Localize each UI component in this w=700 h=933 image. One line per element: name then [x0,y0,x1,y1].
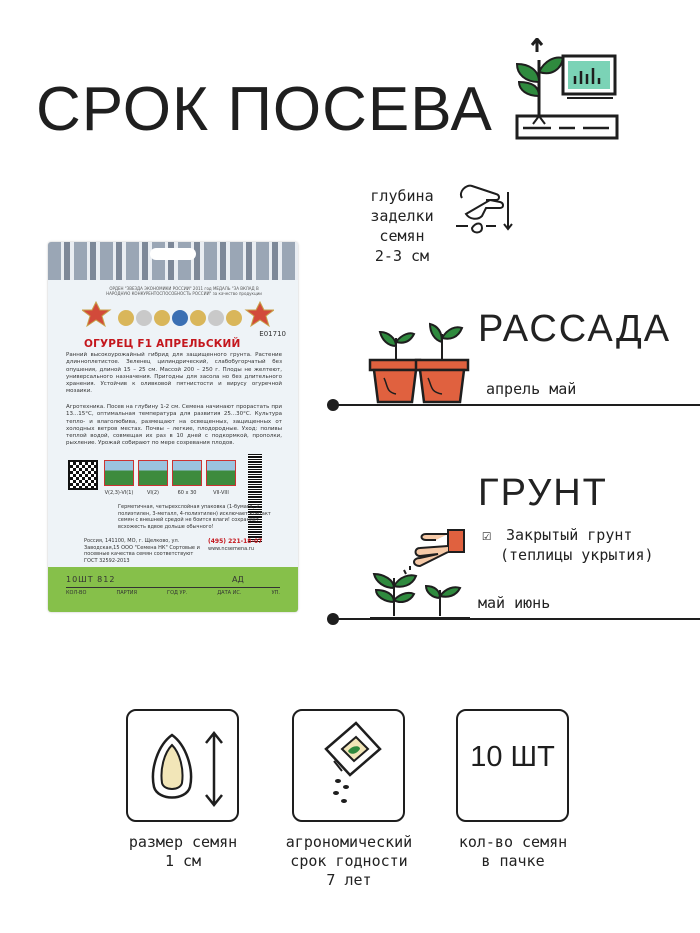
medals-icon [82,300,274,330]
stage-image-3 [172,460,202,486]
seed-size-box [126,709,239,822]
packet-award-text: ОРДЕН "ЗВЕЗДА ЭКОНОМИКИ РОССИИ" 2011 год МЕДАЛЬ "ЗА ВКЛАД В НАРОДНУЮ КОНКУРЕНТОСПОСОБНОСТЬ РОССИИ" за качество продукции [106,286,262,296]
shelf-life-box [292,709,405,822]
packet-column-header: ГОД УР. [167,590,188,596]
packet-column-headers [66,590,280,596]
packet-phone: (495) 221-18-07 [208,538,263,545]
packet-site: www.ncsemena.ru [208,546,254,552]
packet-qty-row: 10ШТ 812 [66,575,116,584]
packet-packaging-text: Герметичная, четырехслойная упаковка (1-бумага, 2-полиэтилен, 3-металл, 4-полиэтилен) исключает контакт семян с внешней средой не боится влаги! сохраняет всхожесть вдвое дольше обычного! [118,504,271,530]
seedling-pots-icon [366,318,476,404]
stage-label: VII-VIII [213,490,229,496]
qr-code-icon [68,460,98,490]
stage-image-2 [138,460,168,486]
packet-product-name: ОГУРЕЦ F1 АПРЕЛЬСКИЙ [84,338,241,350]
rassada-timeline-line [333,404,700,406]
rassada-title: РАССАДА [478,308,672,350]
seed-packet-image [48,242,298,612]
seed-size-icon [128,711,241,824]
rassada-timeline-dot [327,399,339,411]
stage-label: V(2,3)-VI(1) [104,490,134,496]
seed-depth-label: глубина заделки семян 2-3 см [370,187,434,265]
grunt-months: май июнь [478,594,551,612]
packet-code: E01710 [259,330,286,338]
stage-label: VI(2) [147,490,159,496]
seed-count-box [456,709,569,822]
packet-column-header: УП. [271,590,280,596]
rassada-months: апрель май [486,380,577,398]
packet-description: Ранний высокоурожайный гибрид для защищенного грунта. Растение длинноплетистое. Зеленец цилиндрический, слабобугорчатый без опушения, длиной 15 – 25 см. Массой 200 – 250 г. Плоды не желтеют, универсального назначения. Пригодны для засола но без длительного хранения. Устойчив к оливковой пятнистости и вирусу огуречной мозаики. [66,352,282,395]
stage-image-1 [104,460,134,486]
stage-label: 60 x 30 [177,490,197,496]
grunt-check-icon: ☑ [482,526,492,544]
seed-size-caption: размер семян 1 см [128,833,238,870]
shelf-life-caption: агрономический срок годности 7 лет [285,833,413,889]
plant-growth-chart-icon [515,38,627,146]
page-title: СРОК ПОСЕВА [36,75,493,144]
packet-divider [66,587,280,588]
packet-qty-row-right: АД [232,575,244,584]
hand-sowing-depth-icon [452,180,514,244]
grunt-title: ГРУНТ [478,472,608,514]
packet-agrotechnics: Агротехника. Посев на глубину 1-2 см. Семена начинают прорастать при 13...15°С, оптимальная температура для развития 25...30°С. Культура тепло- и влаголюбива, размещают на освещенных, защищенных от холодных ветров местах. Почвы – легкие, плодородные. Уход: поливы теплой водой, совмещая их раз в 10 дней с подкормкой, прополки, рыхление. Урожай собирают по мере созревания плодов. [66,404,282,447]
grunt-type-note: (теплицы укрытия) [500,546,654,564]
packet-column-header: ДАТА ИС. [217,590,242,596]
packet-column-header: ПАРТИЯ [116,590,137,596]
grunt-timeline-line [333,618,700,620]
stage-image-4 [206,460,236,486]
seed-packet-icon [294,711,407,824]
hand-planting-icon [370,526,470,622]
packet-column-header: КОЛ-ВО [66,590,87,596]
seed-count-value: 10 ШТ [470,741,555,773]
packet-address: Россия, 141100, МО, г. Щелково, ул. Заводская,15 ООО "Семена НК" Сортовые и посевные качества семян соответствуют ГОСТ 32592-2013 [84,538,200,564]
packet-hang-hole [150,248,196,260]
seed-count-caption: кол-во семян в пачке [458,833,568,870]
grunt-timeline-dot [327,613,339,625]
grunt-type: Закрытый грунт [506,526,633,544]
